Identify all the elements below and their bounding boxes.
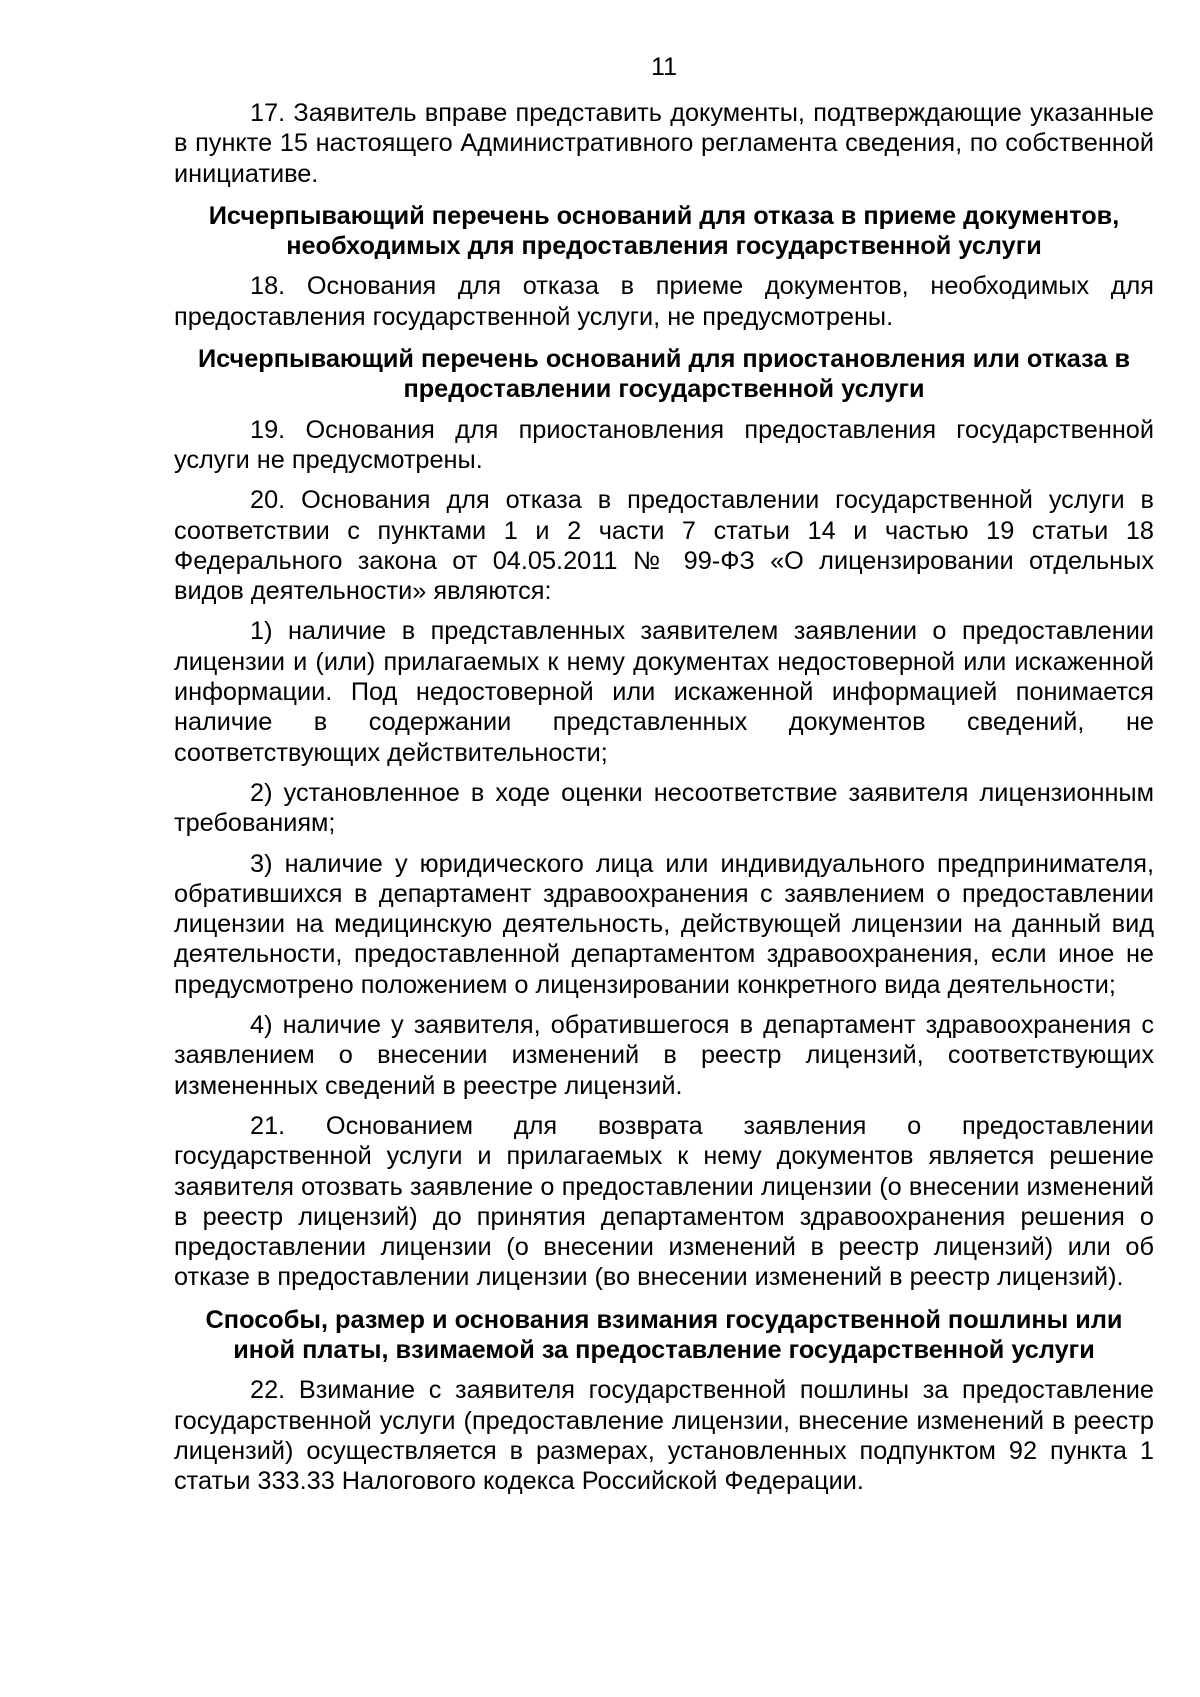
paragraph-22: 22. Взимание с заявителя государственной пошлины за предоставление государственной услуги (предоставление лицензии, внесение изменений в реестр лицензий) осуществляется в размерах, установленных подпунктом 92 пункта 1 статьи 333.33 Налогового кодекса Российской Федерации. (174, 1376, 1154, 1496)
paragraph-17: 17. Заявитель вправе представить документы, подтверждающие указанные в пункте 15 настоящего Административного регламента сведения, по собственной инициативе. (174, 99, 1154, 188)
list-item-1: 1) наличие в представленных заявителем заявлении о предоставлении лицензии и (или) прилагаемых к нему документах недостоверной или искаженной информации. Под недостоверной или искаженной информацией понимается наличие в содержании представленных документов сведений, не соответствующих действительности; (174, 617, 1154, 767)
paragraph-18: 18. Основания для отказа в приеме документов, необходимых для предоставления государственной услуги, не предусмотрены. (174, 272, 1154, 331)
heading-fee: Способы, размер и основания взимания государственной пошлины или иной платы, взимаемой за предоставление государственной услуги (205, 1305, 1123, 1364)
list-item-4: 4) наличие у заявителя, обратившегося в департамент здравоохранения с заявлением о внесении изменений в реестр лицензий, соответствующих измененных сведений в реестре лицензий. (174, 1011, 1154, 1100)
document-page (174, 52, 1154, 1496)
paragraph-19: 19. Основания для приостановления предоставления государственной услуги не предусмотрены. (174, 415, 1154, 474)
paragraph-20: 20. Основания для отказа в предоставлении государственной услуги в соответствии с пунктами 1 и 2 части 7 статьи 14 и частью 19 статьи 18 Федерального закона от 04.05.2011 № 99-ФЗ «О лицензировании отдельных видов деятельности» являются: (174, 486, 1154, 606)
list-item-3: 3) наличие у юридического лица или индивидуального предпринимателя, обратившихся в департамент здравоохранения с заявлением о предоставлении лицензии на медицинскую деятельность, действующей лицензии на данный вид деятельности, предоставленной департаментом здравоохранения, если иное не предусмотрено положением о лицензировании конкретного вида деятельности; (174, 849, 1154, 999)
paragraph-21: 21. Основанием для возврата заявления о предоставлении государственной услуги и прилагаемых к нему документов является решение заявителя отозвать заявление о предоставлении лицензии (о внесении изменений в реестр лицензий) до принятия департаментом здравоохранения решения о предоставлении лицензии (о внесении изменений в реестр лицензий) или об отказе в предоставлении лицензии (во внесении изменений в реестр лицензий). (174, 1111, 1154, 1292)
heading-suspension-refusal: Исчерпывающий перечень оснований для приостановления или отказа в предоставлении государственной услуги (197, 345, 1131, 404)
list-item-2: 2) установленное в ходе оценки несоответствие заявителя лицензионным требованиям; (174, 778, 1154, 838)
heading-refusal-acceptance: Исчерпывающий перечень оснований для отказа в приеме документов, необходимых для предоставления государственной услуги (208, 201, 1120, 261)
page-number: 11 (651, 53, 677, 81)
